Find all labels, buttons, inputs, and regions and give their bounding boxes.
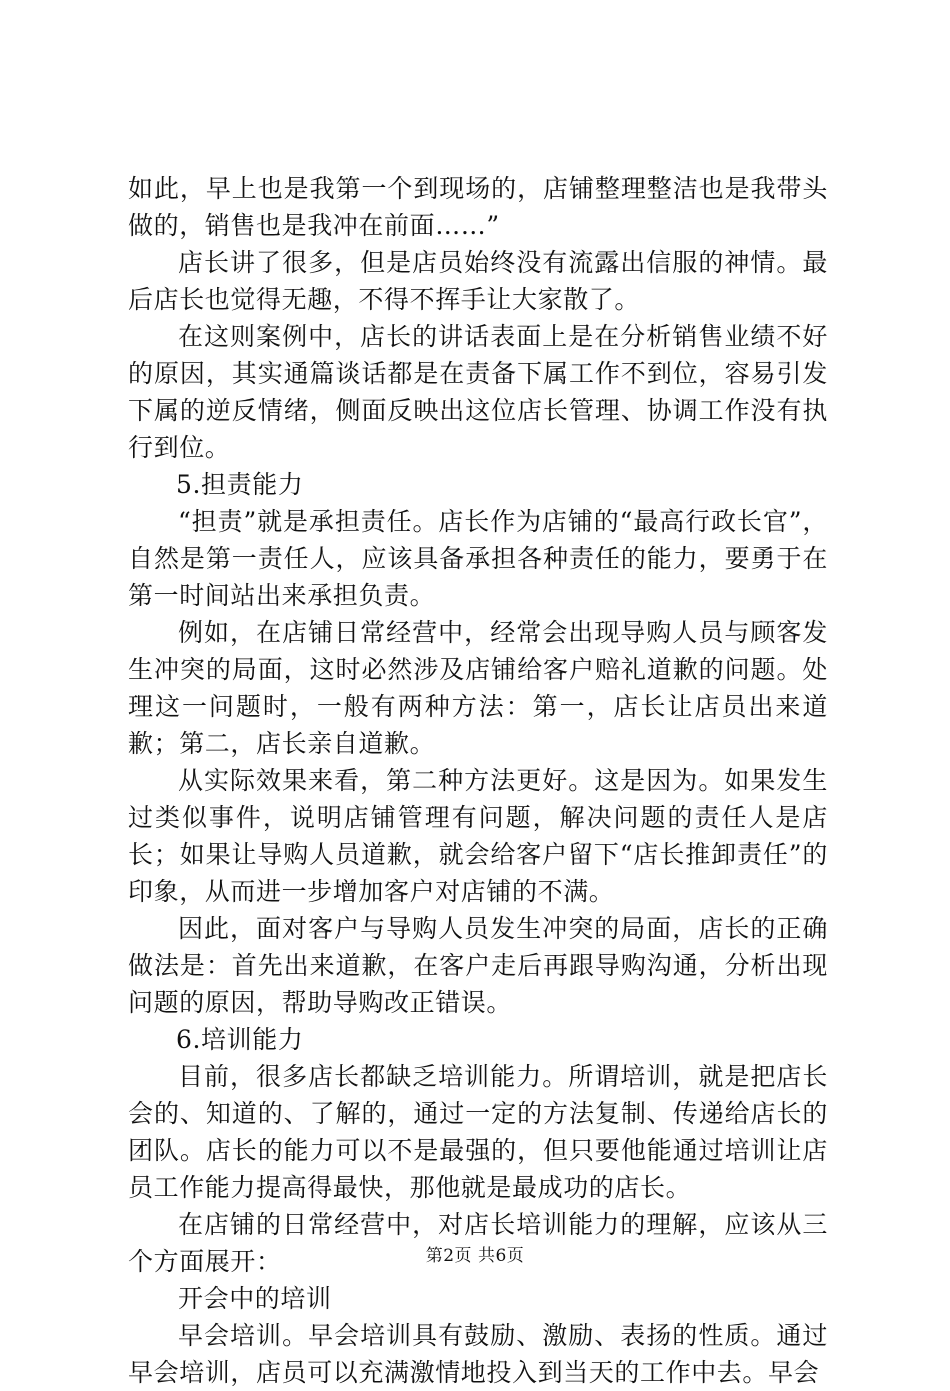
paragraph: 在这则案例中，店长的讲话表面上是在分析销售业绩不好的原因，其实通篇谈话都是在责备下属工作不到位，容易引发下属的逆反情绪，侧面反映出这位店长管理、协调工作没有执行到位。 [128, 322, 828, 462]
paragraph: 店长讲了很多，但是店员始终没有流露出信服的神情。最后店长也觉得无趣，不得不挥手让大家散了。 [128, 248, 828, 314]
page-number-footer: 第2页 共6页 [425, 1246, 525, 1266]
document-body [128, 170, 828, 1391]
paragraph: 在店铺的日常经营中，对店长培训能力的理解，应该从三个方面展开： [128, 1210, 828, 1276]
section-heading-6: 6.培训能力 [176, 1025, 304, 1054]
paragraph: 因此，面对客户与导购人员发生冲突的局面，店长的正确做法是：首先出来道歉，在客户走后再跟导购沟通，分析出现问题的原因，帮助导购改正错误。 [128, 914, 828, 1017]
paragraph: 例如，在店铺日常经营中，经常会出现导购人员与顾客发生冲突的局面，这时必然涉及店铺给客户赔礼道歉的问题。处理这一问题时，一般有两种方法：第一，店长让店员出来道歉；第二，店长亲自道歉。 [128, 618, 828, 758]
paragraph: 目前，很多店长都缺乏培训能力。所谓培训，就是把店长会的、知道的、了解的，通过一定的方法复制、传递给店长的团队。店长的能力可以不是最强的，但只要他能通过培训让店员工作能力提高得最快，那他就是最成功的店长。 [128, 1062, 828, 1202]
paragraph: “担责”就是承担责任。店长作为店铺的“最高行政长官”，自然是第一责任人，应该具备承担各种责任的能力，要勇于在第一时间站出来承担负责。 [128, 507, 828, 610]
section-heading-5: 5.担责能力 [176, 470, 304, 499]
paragraph: 早会培训。早会培训具有鼓励、激励、表扬的性质。通过早会培训，店员可以充满激情地投入到当天的工作中去。早会 [128, 1321, 828, 1387]
subheading: 开会中的培训 [178, 1284, 332, 1313]
paragraph: 从实际效果来看，第二种方法更好。这是因为。如果发生过类似事件，说明店铺管理有问题，解决问题的责任人是店长；如果让导购人员道歉，就会给客户留下“店长推卸责任”的印象，从而进一步增加客户对店铺的不满。 [128, 766, 828, 906]
paragraph-continuation: 如此，早上也是我第一个到现场的，店铺整理整洁也是我带头做的，销售也是我冲在前面……” [128, 174, 828, 240]
